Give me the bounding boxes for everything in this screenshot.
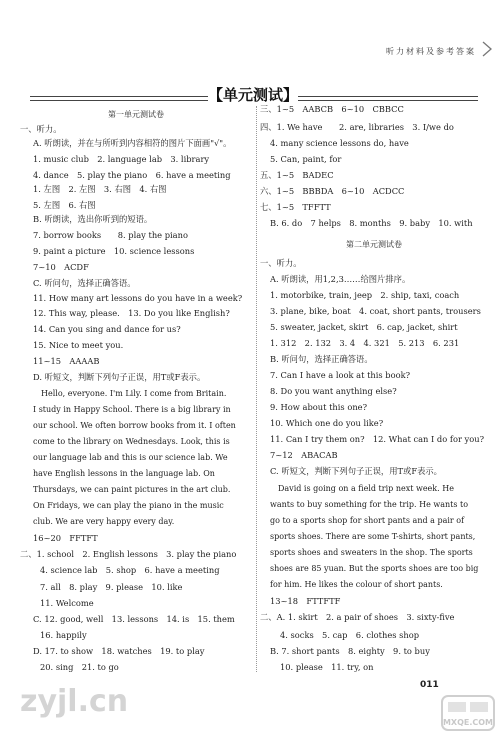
answer-line: B. 6. do 7 helps 8. months 9. baby 10. with [270,218,473,228]
answer-line: 7~10 ACDF [33,262,89,272]
answer-line: D. 17. to show 18. watches 19. to play [33,646,205,656]
passage-line: sports shoes and sweaters in the shop. The sports [270,548,473,557]
passage-line: Hello, everyone. I'm Lily. I come from Britain. [33,389,227,398]
answer-line: 16~20 FFTFT [33,533,98,543]
answer-line: 11. Can I try them on? 12. What can I do for you? [270,434,485,444]
answer-line: 10. Which one do you like? [270,418,384,428]
watermark-logo: zyjl.cn [20,684,129,719]
chevron-right-icon [480,40,494,58]
answer-line: 16. happily [40,630,87,640]
answer-line: 5. Can, paint, for [270,154,342,164]
column-divider [256,106,257,672]
answer-line: 1. music club 2. language lab 3. library [33,154,210,164]
answer-line: C. 12. good, well 13. lessons 14. is 15. them [33,614,235,624]
answer-line: 8. Do you want anything else? [270,386,397,396]
answer-line: 15. Nice to meet you. [33,340,124,350]
answer-line: 9. How about this one? [270,402,368,412]
title-rule-left [30,96,208,101]
unit-1-test-title: 第一单元测试卷 [108,110,164,119]
answer-line: 9. paint a picture 10. science lessons [33,246,195,256]
answer-line: 1. 312 2. 132 3. 4 4. 321 5. 213 6. 231 [270,338,460,348]
passage-line: wants to buy something for the trip. He wants to [270,500,469,509]
watermark-stamp-text: MXQE.COM [442,718,494,727]
unit-2-test-title: 第二单元测试卷 [346,240,402,249]
answer-line: 1. 左图 2. 左图 3. 右图 4. 右图 [33,184,167,194]
passage-line: for him. He likes the colour of short pants. [270,580,443,589]
passage-line: On Fridays, we can play the piano in the music [33,501,224,510]
answer-line: 1. motorbike, train, jeep 2. ship, taxi, coach [270,290,460,300]
answer-line: 7. Can I have a look at this book? [270,370,411,380]
answer-line: 5. sweater, jacket, skirt 6. cap, jacket, shirt [270,322,458,332]
header-label: 听力材料及参考答案 [386,47,476,56]
answer-line: 20. sing 21. to go [40,662,119,672]
answer-line: 13~18 FTTFTF [270,596,341,606]
answer-line: 二、A. 1. skirt 2. a pair of shoes 3. sixty-five [260,612,455,622]
passage-line: David is going on a field trip next week. He [270,484,454,493]
answer-line: A. 听朗读，并在与所听到内容相符的图片下面画"√"。 [33,138,232,148]
answer-line: 14. Can you sing and dance for us? [33,324,181,334]
passage-line: our language lab and this is our science lab. We [33,453,228,462]
answer-line: 4. dance 5. play the piano 6. have a meeting [33,170,231,180]
answer-line: 11~15 AAAAB [33,356,100,366]
passage-line: I study in Happy School. There is a big library in [33,405,231,414]
passage-line: our school. We often borrow books from it. I often [33,421,236,430]
title-rule-right [298,96,478,101]
page-number: 011 [420,680,439,690]
passage-line: shoes are 85 yuan. But the sports shoes are too big [270,564,479,573]
answer-line: D. 听短文，判断下列句子正误，用T或F表示。 [33,372,206,382]
answer-line: 7~12 ABACAB [270,450,338,460]
answer-line: 一、听力。 [260,258,302,268]
answer-line: C. 听问句，选择正确答语。 [33,278,136,288]
answer-line: 七、1~5 TFFTT [260,202,331,212]
answer-line: 11. Welcome [40,598,94,608]
answer-line: 4. socks 5. cap 6. clothes shop [280,630,420,640]
answer-line: C. 听短文，判断下列句子正误，用T或F表示。 [270,466,442,476]
passage-line: go to a sports shop for short pants and a pair of [270,516,465,525]
answer-line: 7. all 8. play 9. please 10. like [40,582,183,592]
answer-line: 二、1. school 2. English lessons 3. play the piano [20,549,237,559]
answer-line: 四、1. We have 2. are, libraries 3. I/we do [260,122,454,132]
answer-line: 10. please 11. try, on [280,662,374,672]
section-title: 【单元测试】 [208,86,299,104]
answer-line: 11. How many art lessons do you have in a week? [33,293,243,303]
passage-line: have English lessons in the language lab. On [33,469,215,478]
answer-line: 五、1~5 BADEC [260,170,334,180]
answer-line: B. 听朗读，选出你听到的短语。 [33,214,153,224]
passage-line: come to the library on Wednesdays. Look, this is [33,437,230,446]
answer-line: B. 听问句，选择正确答语。 [270,354,373,364]
answer-line: 7. borrow books 8. play the piano [33,230,188,240]
passage-line: sports shoes. There are some T-shirts, short pants, [270,532,476,541]
answer-line: 4. science lab 5. shop 6. have a meeting [40,565,220,575]
passage-line: club. We are very happy every day. [33,517,175,526]
answer-line: 4. many science lessons do, have [270,138,409,148]
answer-line: A. 听朗读，用1,2,3……给图片排序。 [270,274,411,284]
answer-line: 三、1~5 AABCB 6~10 CBBCC [260,104,404,114]
answer-line: 12. This way, please. 13. Do you like English? [33,308,230,318]
answer-line: 3. plane, bike, boat 4. coat, short pants, trousers [270,306,481,316]
answer-line: 六、1~5 BBBDA 6~10 ACDCC [260,186,405,196]
answer-line: 5. 左图 6. 右图 [33,200,96,210]
passage-line: Thursdays, we can paint pictures in the art club. [33,485,231,494]
watermark-stamp-icon [440,694,496,732]
answer-line: B. 7. short pants 8. eighty 9. to buy [270,646,430,656]
answer-line: 一、听力。 [20,124,62,134]
